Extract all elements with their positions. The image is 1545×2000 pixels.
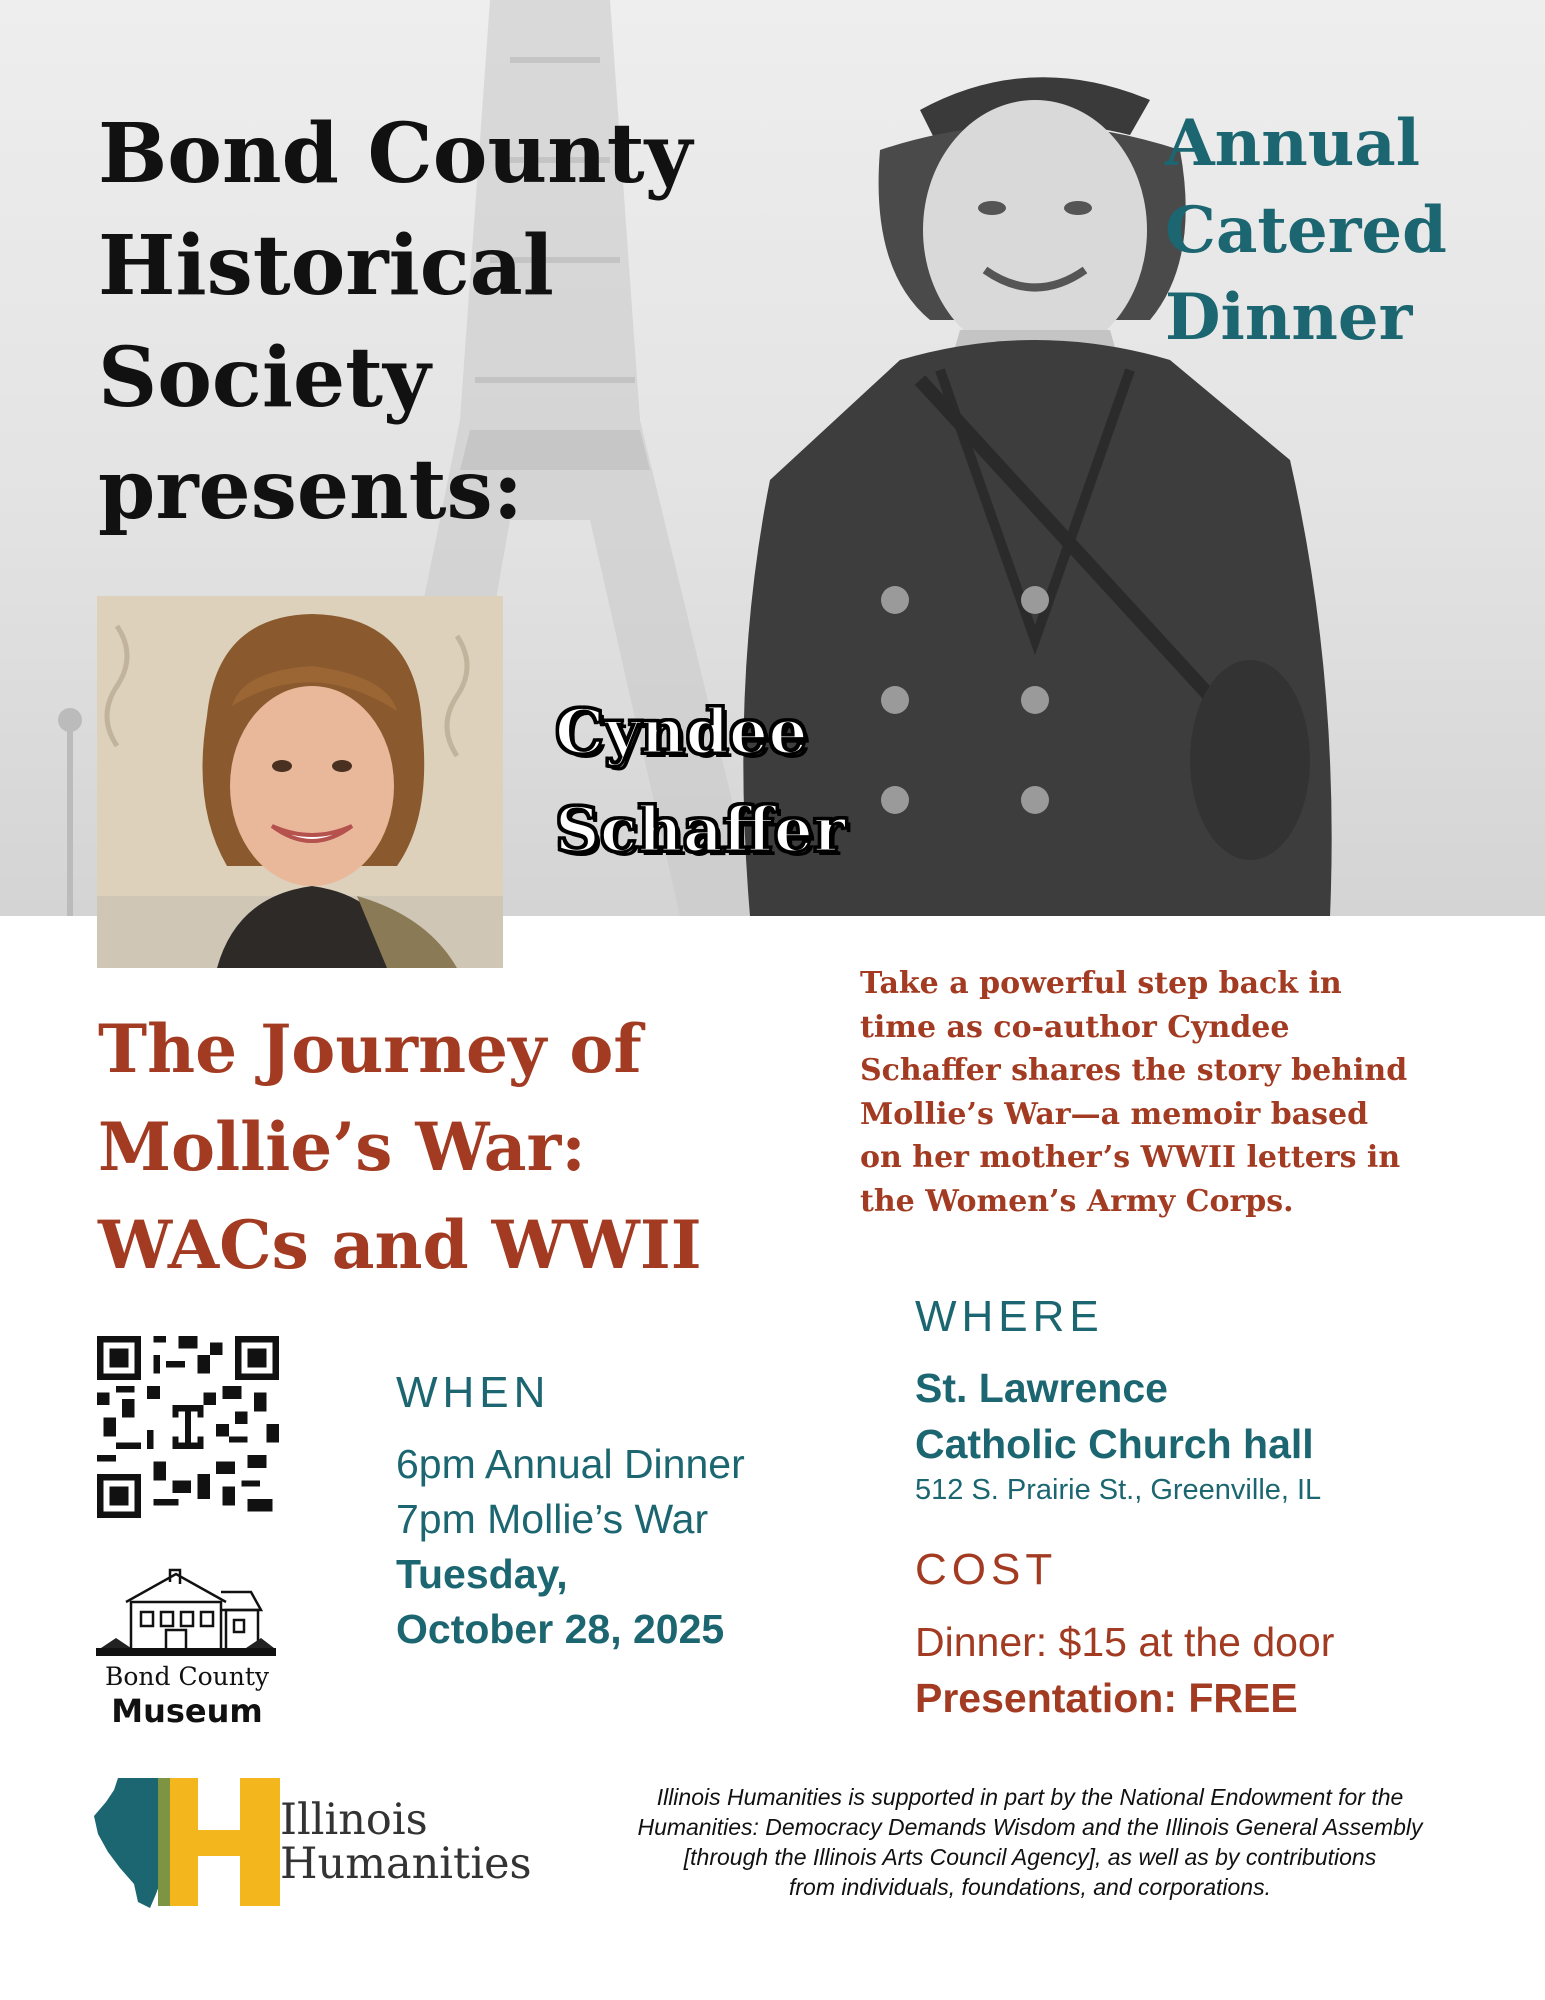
museum-name-line1: Bond County: [104, 1662, 270, 1691]
when-details: [396, 1437, 745, 1657]
event-title-line: Dinner: [1165, 280, 1413, 355]
event-title: [1165, 100, 1447, 361]
cost-label: COST: [915, 1545, 1058, 1594]
event-title-line: Annual: [1165, 106, 1421, 181]
museum-name-line2: Museum: [111, 1692, 263, 1730]
presentation-cost: Presentation: FREE: [915, 1675, 1298, 1721]
funding-line: from individuals, foundations, and corporations.: [788, 1874, 1271, 1900]
org-title-line: Historical: [98, 218, 554, 314]
venue-name-line: Catholic Church hall: [915, 1421, 1314, 1467]
description-line: Take a powerful step back in: [860, 966, 1342, 1001]
organization-title: [98, 98, 798, 546]
org-title-line: presents:: [98, 442, 523, 538]
speaker-name-line: Cyndee: [555, 695, 808, 768]
event-title-line: Catered: [1165, 193, 1447, 268]
description-line: Mollie’s War—a memoir based: [860, 1096, 1369, 1132]
qr-code-icon[interactable]: [97, 1336, 279, 1518]
illinois-humanities-logo: [90, 1772, 550, 1912]
speaker-name: [555, 683, 846, 879]
talk-title-line: The Journey of: [98, 1010, 642, 1088]
funding-line: Humanities: Democracy Demands Wisdom and the Illinois General Assembly: [637, 1814, 1423, 1840]
museum-logo: [92, 1562, 282, 1730]
talk-title-line: Mollie’s War:: [98, 1108, 586, 1186]
talk-description: [860, 962, 1500, 1223]
funding-line: Illinois Humanities is supported in part by the National Endowment for the: [656, 1784, 1404, 1810]
org-title-line: Society: [98, 330, 431, 426]
description-line: time as co-author Cyndee: [860, 1009, 1290, 1045]
venue-name: [915, 1360, 1314, 1472]
talk-time: 7pm Mollie’s War: [396, 1496, 709, 1542]
speaker-portrait: [97, 596, 503, 968]
museum-building-icon: [96, 1562, 276, 1660]
venue-name-line: St. Lawrence: [915, 1365, 1168, 1411]
venue-address: 512 S. Prairie St., Greenville, IL: [915, 1474, 1322, 1506]
where-label: WHERE: [915, 1292, 1104, 1341]
funding-line: [through the Illinois Arts Council Agency], as well as by contributions: [683, 1844, 1377, 1870]
description-line: on her mother’s WWII letters in: [860, 1140, 1401, 1175]
funding-statement: [540, 1782, 1520, 1902]
sponsor-name-line: Humanities: [280, 1839, 532, 1889]
dinner-cost: Dinner: $15 at the door: [915, 1619, 1335, 1665]
org-title-line: Bond County: [98, 106, 693, 202]
sponsor-name-line: Illinois: [280, 1795, 428, 1845]
talk-title: [98, 1000, 702, 1294]
illinois-state-icon: [90, 1772, 280, 1912]
dinner-time: 6pm Annual Dinner: [396, 1441, 745, 1487]
portrait-illustration: [97, 596, 503, 968]
illinois-humanities-name: [280, 1795, 532, 1889]
event-date: October 28, 2025: [396, 1606, 725, 1652]
description-line: the Women’s Army Corps.: [860, 1183, 1294, 1219]
lamp-post-illustration: [50, 700, 90, 916]
cost-details: [915, 1614, 1334, 1726]
speaker-name-line: Schaffer: [555, 793, 846, 866]
description-line: Schaffer shares the story behind: [860, 1053, 1408, 1088]
event-day: Tuesday,: [396, 1551, 568, 1597]
talk-title-line: WACs and WWII: [98, 1206, 702, 1284]
when-label: WHEN: [396, 1368, 551, 1417]
